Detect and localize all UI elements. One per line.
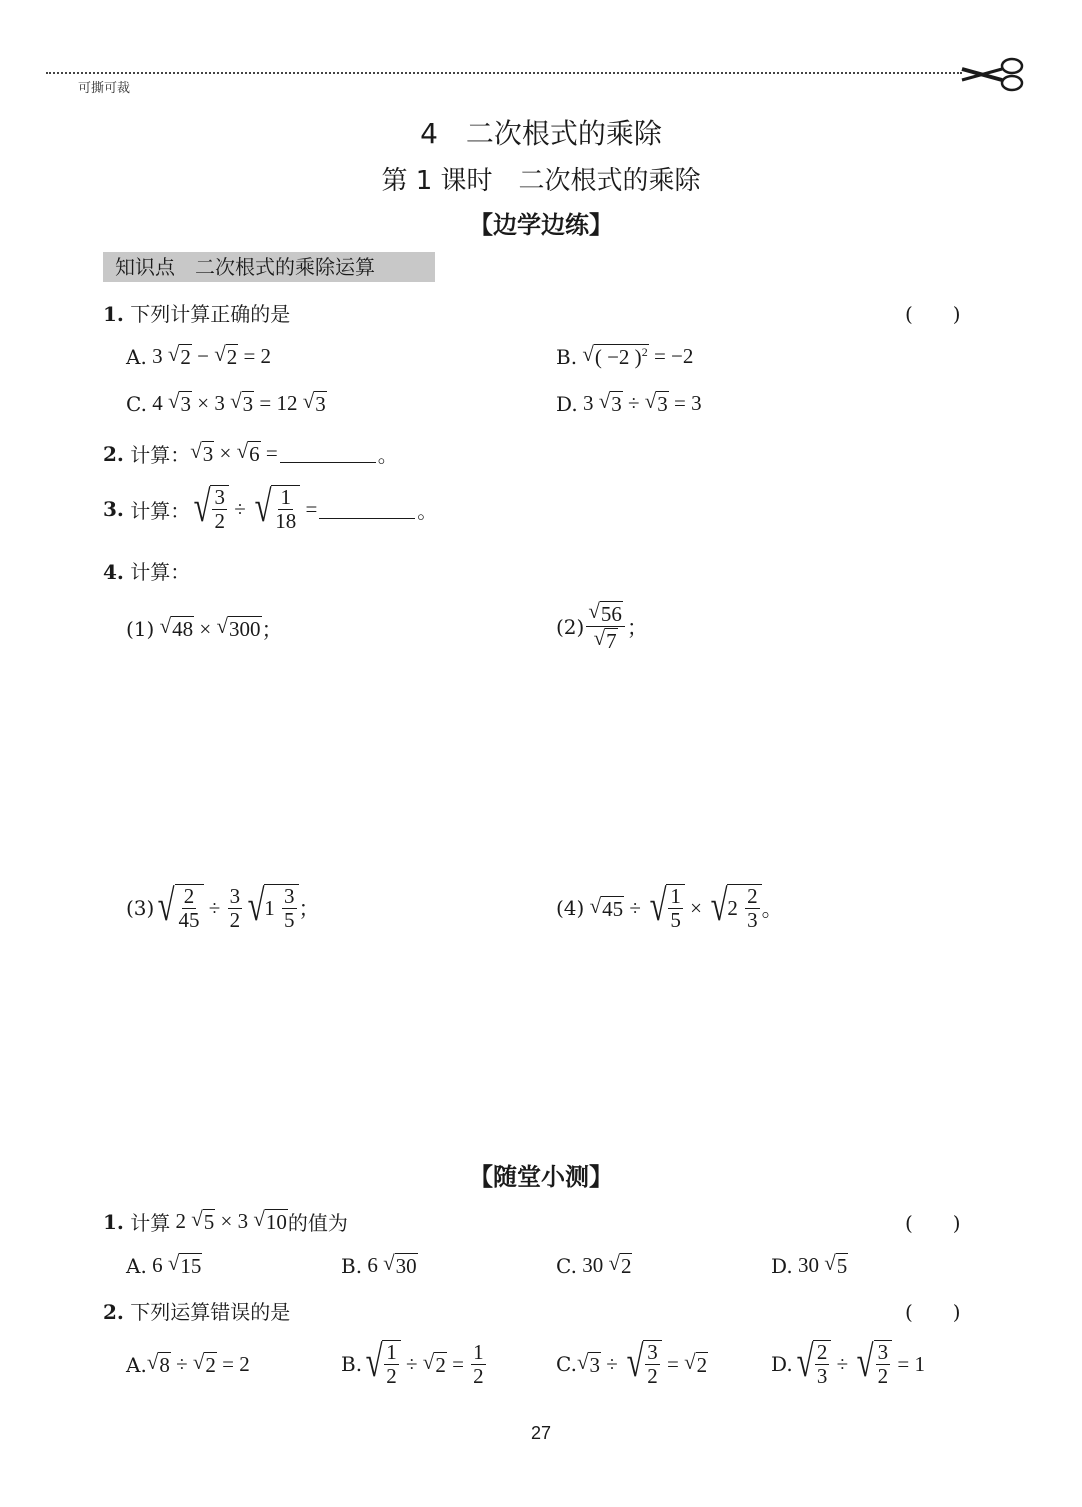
option-math: 30 √ 2: [576, 1251, 632, 1278]
question-number: 2.: [103, 1300, 124, 1324]
question-text: 计算：: [130, 498, 191, 523]
option-math: √ 8 ÷ √ 2 = 2: [146, 1350, 250, 1377]
cut-note: 可撕可裁: [78, 81, 131, 96]
knowledge-point-banner: 知识点 二次根式的乘除运算: [103, 252, 435, 282]
answer-paren: ( ): [905, 1211, 961, 1235]
option-math: 6 √ 15: [146, 1251, 202, 1278]
option-a: [126, 344, 271, 369]
question-text: 下列计算正确的是: [130, 302, 291, 326]
scissors-icon: [958, 56, 1030, 92]
section-learn-heading: 【边学边练】: [469, 211, 613, 239]
question-text-suffix: 的值为: [287, 1211, 348, 1235]
q4-part-4: [556, 881, 783, 933]
option-label: B.: [341, 1253, 363, 1278]
question-number: 1.: [103, 302, 124, 326]
part-label: (4): [556, 896, 585, 921]
quiz-q1-option-a: [126, 1253, 202, 1278]
page-title: 4 二次根式的乘除: [420, 117, 662, 150]
answer-paren: ( ): [905, 302, 961, 326]
question-math: 2 √ 5 × 3 √ 10: [170, 1206, 287, 1234]
option-math: √ $\frac{1}{2}$ ÷ √ 2 = $\frac{1}{2}$: [365, 1337, 484, 1389]
quiz-q2-option-a: [126, 1352, 250, 1377]
part-label: (2): [556, 614, 585, 639]
part-math: √ $\frac{2}{45}$ ÷ $\frac{3}{2}$ √ 1 $\frac{3}{5}$ ；: [157, 881, 320, 933]
part-math: √ 48 × √ 300 ；: [159, 614, 283, 642]
practice-q3: 3. 计算： √ $\frac{3}{2}$ ÷ √ $\frac{1}{18}$ = 。: [103, 482, 438, 534]
quiz-q1: [103, 1207, 348, 1236]
part-label: (3): [126, 896, 155, 921]
option-label: C.: [556, 1253, 577, 1278]
option-math: 3 √ 3 ÷ √ 3 = 3: [577, 389, 702, 416]
practice-q1: [103, 298, 290, 327]
question-number: 4.: [103, 560, 124, 584]
part-math: √ 56 √ 7 ；: [588, 599, 648, 654]
practice-q2: 2. 计算： √ 3 × √ 6 = 。: [103, 438, 398, 467]
quiz-q1-option-d: [771, 1253, 848, 1278]
option-label: A.: [126, 1352, 147, 1377]
answer-paren: ( ): [905, 1300, 961, 1324]
option-label: B.: [341, 1352, 363, 1377]
question-number: 1.: [103, 1209, 124, 1234]
quiz-q2-option-d: [771, 1337, 925, 1389]
option-math: 4 √ 3 × 3 √ 3 = 12 √ 3: [146, 389, 326, 416]
cut-line: [46, 72, 962, 74]
option-label: D.: [556, 391, 578, 416]
option-c: [126, 391, 327, 416]
option-d: [556, 391, 702, 416]
lesson-subtitle: 第 1 课时 二次根式的乘除: [381, 166, 701, 196]
option-label: A.: [126, 1253, 147, 1278]
quiz-q1-option-b: [341, 1253, 418, 1278]
question-text: 计算：: [130, 443, 191, 467]
question-text: 计算：: [130, 560, 191, 584]
option-label: B.: [556, 344, 578, 369]
page-number: 27: [530, 1423, 552, 1443]
practice-q4: [103, 556, 190, 585]
option-math: 6 √ 30: [362, 1251, 417, 1278]
quiz-q1-option-c: [556, 1253, 632, 1278]
section-quiz-heading: 【随堂小测】: [469, 1163, 613, 1191]
part-math: √ 45 ÷ √ $\frac{1}{5}$ × √ 2 $\frac{2}{3}$ 。: [589, 881, 783, 933]
question-number: 3.: [103, 497, 124, 522]
question-text: 下列运算错误的是: [130, 1300, 291, 1324]
option-math: √ $\frac{2}{3}$ ÷ √ $\frac{3}{2}$ = 1: [796, 1337, 925, 1389]
option-label: C.: [126, 391, 147, 416]
question-math: √ $\frac{3}{2}$ ÷ √ $\frac{1}{18}$ =: [193, 482, 318, 534]
option-math: 3 √ 2 − √ 2 = 2: [146, 342, 272, 369]
option-math: 30 √ 5: [792, 1251, 848, 1278]
option-math: √ ( −2 )$^2$ = −2: [582, 342, 694, 369]
option-label: D.: [771, 1352, 793, 1377]
option-b: [556, 344, 693, 369]
question-text: 计算: [130, 1211, 171, 1235]
q4-part-1: [126, 614, 283, 644]
quiz-q2-option-c: [556, 1337, 708, 1389]
quiz-q2-option-b: [341, 1337, 488, 1389]
q4-part-2: [556, 600, 648, 653]
part-label: (1): [126, 617, 155, 641]
answer-blank[interactable]: [319, 500, 415, 519]
quiz-q2: [103, 1296, 290, 1325]
q4-part-3: [126, 881, 320, 933]
answer-blank[interactable]: [280, 444, 376, 463]
option-label: C.: [556, 1352, 577, 1377]
option-label: D.: [771, 1253, 793, 1278]
option-math: √ 3 ÷ √ $\frac{3}{2}$ = √ 2: [576, 1337, 708, 1389]
option-label: A.: [126, 344, 147, 369]
question-math: √ 3 × √ 6 =: [190, 438, 278, 466]
question-number: 2.: [103, 441, 124, 466]
